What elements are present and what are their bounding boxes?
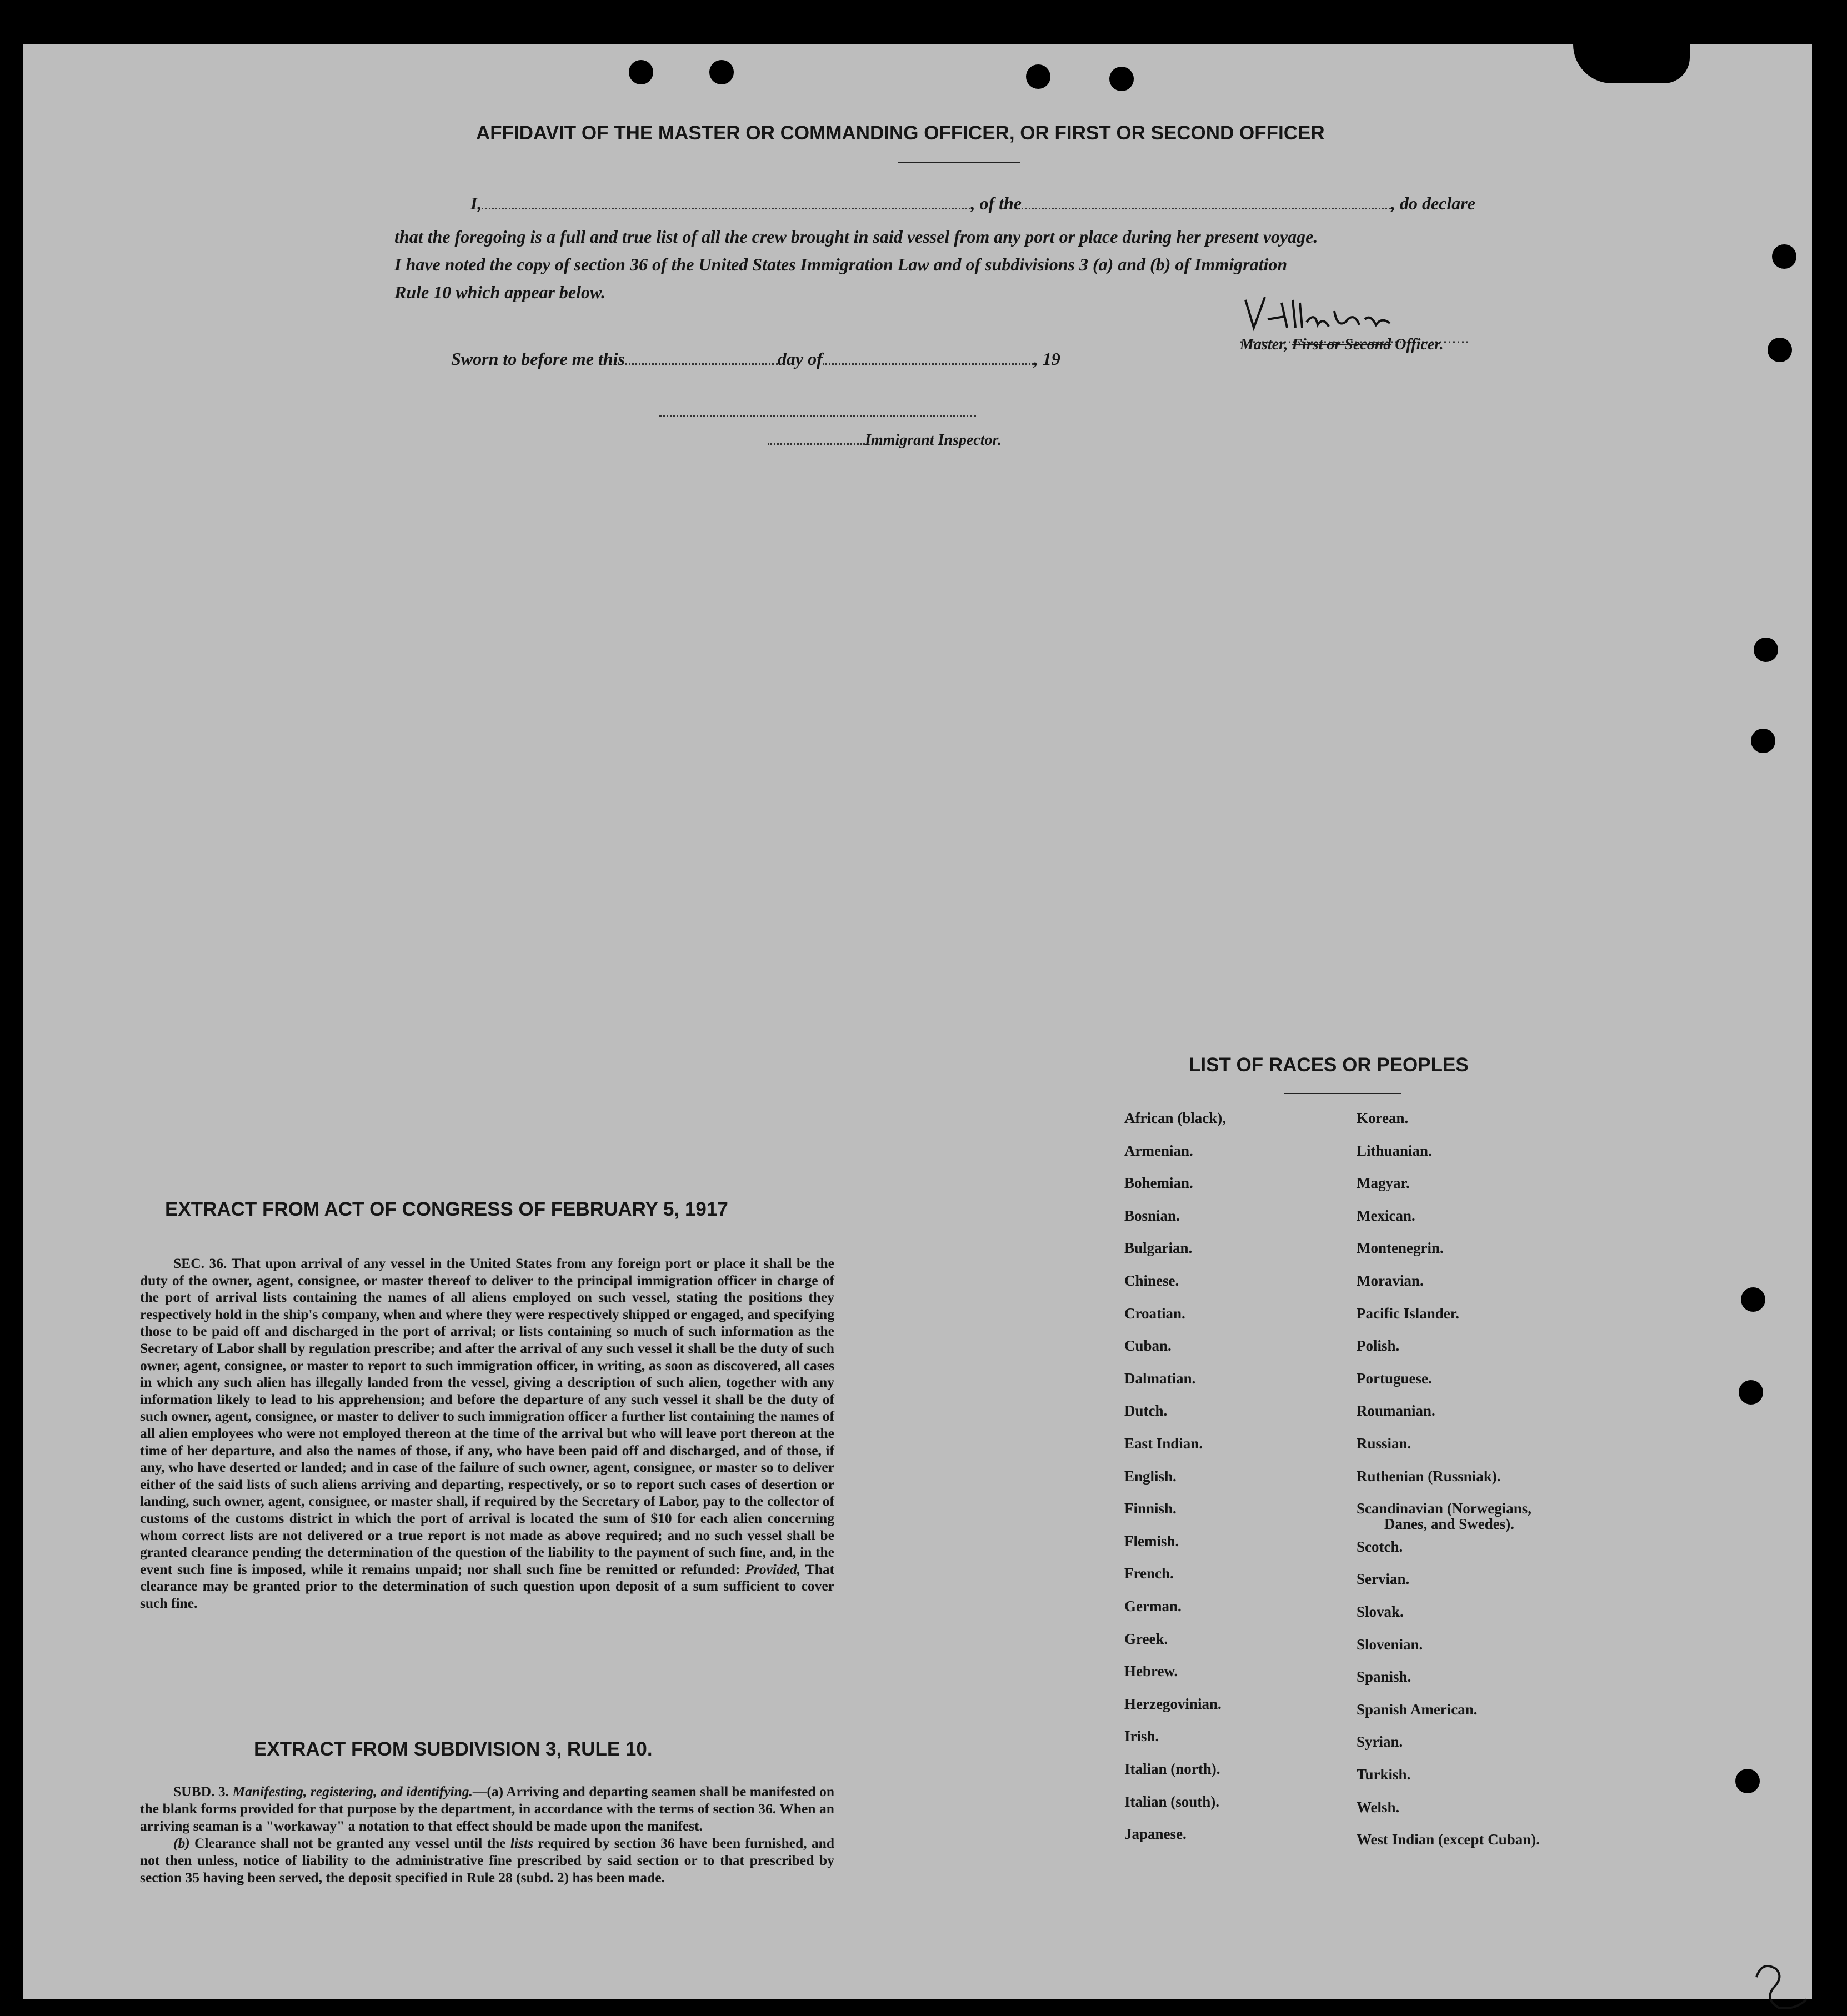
provided-label: Provided, [745,1561,801,1577]
sworn-day-field[interactable] [625,349,778,365]
race-item: Finnish. [1124,1500,1177,1517]
punch-hole [1026,64,1050,89]
race-item: Cuban. [1124,1337,1172,1355]
punch-hole [1109,67,1134,91]
year-label: , 19 [1033,349,1060,369]
subd-label: SUBD. 3. [173,1783,229,1799]
subdivision-title: EXTRACT FROM SUBDIVISION 3, RULE 10. [254,1738,653,1760]
sworn-label: Sworn to before me this [451,349,625,369]
punch-hole [1772,244,1796,269]
race-item: Magyar. [1357,1175,1410,1192]
races-title: LIST OF RACES OR PEOPLES [1189,1054,1469,1076]
inspector-signature-field[interactable] [659,401,976,417]
race-item: Italian (south). [1124,1793,1220,1810]
of-the-label: , of the [970,193,1022,213]
race-item: Japanese. [1124,1826,1187,1843]
race-item: Roumanian. [1357,1402,1435,1420]
officer-label: Officer. [1395,336,1444,353]
race-item: Herzegovinian. [1124,1695,1222,1712]
race-item: Moravian. [1357,1272,1424,1289]
subd-b-label: (b) [173,1835,190,1851]
race-item: Portuguese. [1357,1370,1432,1387]
subd-a-body: Arriving and departing seamen shall be manifested on the blank forms provided for that purpose by the department, in accordance with the terms of section 36. When an arriving seaman is a "workaway" a notation to that effect should be made upon the manifest. [140,1783,835,1834]
affidavit-line-2: that the foregoing is a full and true list of all the crew brought in said vessel from any port or place during her present voyage. [394,227,1318,247]
race-item: Danes, and Swedes). [1384,1516,1515,1533]
affidavit-line-3: I have noted the copy of section 36 of the United States Immigration Law and of subdivisions 3 (a) and (b) of Immigration [394,254,1288,274]
punch-hole [709,60,734,84]
race-item: Chinese. [1124,1272,1179,1289]
race-item: Spanish. [1357,1668,1411,1686]
punch-hole [629,60,653,84]
sworn-line [451,349,1060,369]
vessel-name-field[interactable] [1022,193,1391,209]
affidavit-line-4: Rule 10 which appear below. [394,282,606,302]
inspector-label: Immigrant Inspector. [865,432,1002,449]
declarant-name-field[interactable] [482,193,970,209]
inspector-name-field[interactable] [768,429,865,445]
subd-b-lists: lists [510,1835,533,1851]
subd-b-pre: Clearance shall not be granted any vessel until the [194,1835,506,1851]
subd-heading: Manifesting, registering, and identifying. [232,1783,473,1799]
race-item: Dalmatian. [1124,1370,1196,1387]
section-label: SEC. 36. [173,1255,227,1271]
race-item: Irish. [1124,1728,1159,1745]
sworn-month-field[interactable] [823,349,1034,365]
race-item: Italian (north). [1124,1761,1220,1777]
race-item: German. [1124,1598,1182,1614]
race-item: Hebrew. [1124,1663,1178,1680]
subd-b-post: required by section 36 have been furnished, and not then unless, notice of liability to the administrative fine prescribed by said section or to that prescribed by section 35 having been served, the deposit specified in Rule 28 (subd. 2) has been made. [140,1835,835,1885]
race-item: Croatian. [1124,1305,1185,1322]
struck-officer-label: First or Second [1292,336,1391,353]
race-item: West Indian (except Cuban). [1357,1831,1540,1848]
race-item: Scotch. [1357,1538,1403,1555]
race-item: Bosnian. [1124,1207,1180,1224]
provided-body: That clearance may be granted prior to the determination of such question upon deposit of a sum sufficient to cover such fine. [140,1561,834,1611]
race-item: Armenian. [1124,1142,1193,1159]
race-item: Dutch. [1124,1402,1168,1420]
subdivision-text [140,1783,834,1886]
inspector-line [768,429,1002,449]
race-item: Spanish American. [1357,1701,1478,1718]
race-item: Pacific Islander. [1357,1305,1459,1322]
race-item: Turkish. [1357,1766,1411,1783]
race-item: East Indian. [1124,1435,1203,1452]
race-item: Polish. [1357,1337,1400,1355]
race-item: Greek. [1124,1630,1168,1647]
races-rule [1284,1093,1401,1094]
affidavit-title: AFFIDAVIT OF THE MASTER OR COMMANDING OFFICER, OR FIRST OR SECOND OFFICER [476,122,1325,144]
punch-hole [1739,1380,1763,1405]
race-item: Russian. [1357,1435,1411,1452]
race-item: Montenegrin. [1357,1240,1444,1257]
race-item: Lithuanian. [1357,1142,1432,1159]
race-item: Flemish. [1124,1532,1179,1549]
race-item: English. [1124,1467,1177,1485]
margin-pencil-mark [1745,1955,1818,2016]
race-item: Servian. [1357,1571,1410,1588]
affidavit-declaration-line [470,193,1475,214]
race-item: Mexican. [1357,1207,1415,1224]
punch-hole [1754,638,1778,662]
section-body: That upon arrival of any vessel in the United States from any foreign port or place it shall be the duty of the owner, agent, consignee, or master thereof to deliver to the principal immigration officer in charge of the port of arrival lists containing the names of all aliens employed on such vessel, stating the positions they respectively hold in the ship's company, when and where they were respectively shipped or engaged, and specifying those to be paid off and discharged in the port of arrival; or lists containing so much of such information as the Secretary of Labor shall by regulation prescribe; and after the arrival of any such vessel it shall be the duty of such owner, agent, consignee, or master to report to such immigration officer, in writing, as soon as discovered, all cases in which any such alien has illegally landed from the vessel, giving a description of such alien, together with any information likely to lead to his apprehension; and before the departure of any such vessel it shall be the duty of such owner, agent, consignee, or master to deliver to such immigration officer a further list containing the names of all alien employees who were not employed thereon at the time of the arrival but who will leave port thereon at the time of her departure, and also the names of those, if any, who have been paid off and discharged, and of those, if any, who have deserted or landed; and in case of the failure of such owner, agent, consignee, or master so to deliver either of the said lists of such aliens arriving and departing, respectively, or so to report such cases of desertion or landing, such owner, agent, consignee, or master shall, if required by the Secretary of Labor, pay to the collector of customs of the customs district in which the port of arrival is located the sum of $10 for each alien concerning whom correct lists are not delivered or a true report is not made as above required; and no such vessel shall be granted clearance pending the determination of the question of the liability to the payment of such fine, and, in the event such fine is imposed, while it remains unpaid; nor shall such fine be remitted or refunded: [140,1255,835,1577]
section-36-text [140,1255,834,1612]
punch-hole [1735,1769,1760,1793]
document-page [23,44,1812,1999]
race-item: Welsh. [1357,1798,1400,1816]
race-item: Bohemian. [1124,1175,1193,1192]
punch-hole [1768,338,1792,362]
race-item: French. [1124,1565,1174,1582]
race-item: African (black), [1124,1110,1226,1126]
torn-corner [1573,44,1690,83]
signature-caption [1240,336,1444,354]
day-of-label: day of [777,349,823,369]
race-item: Syrian. [1357,1733,1403,1751]
race-item: Bulgarian. [1124,1240,1193,1257]
race-item: Scandinavian (Norwegians, [1357,1500,1532,1517]
declarant-label: I, [470,193,482,213]
punch-hole [1751,729,1775,753]
race-item: Ruthenian (Russniak). [1357,1467,1501,1485]
extract-title: EXTRACT FROM ACT OF CONGRESS OF FEBRUARY 5, 1917 [165,1198,728,1220]
race-item: Slovenian. [1357,1636,1423,1653]
master-label: Master, [1240,336,1288,353]
race-item: Korean. [1357,1110,1409,1126]
race-item: Slovak. [1357,1603,1404,1620]
subd-a-label: —(a) [472,1783,504,1799]
declare-label: , do declare [1391,193,1475,213]
punch-hole [1741,1287,1765,1312]
title-rule [898,162,1020,163]
